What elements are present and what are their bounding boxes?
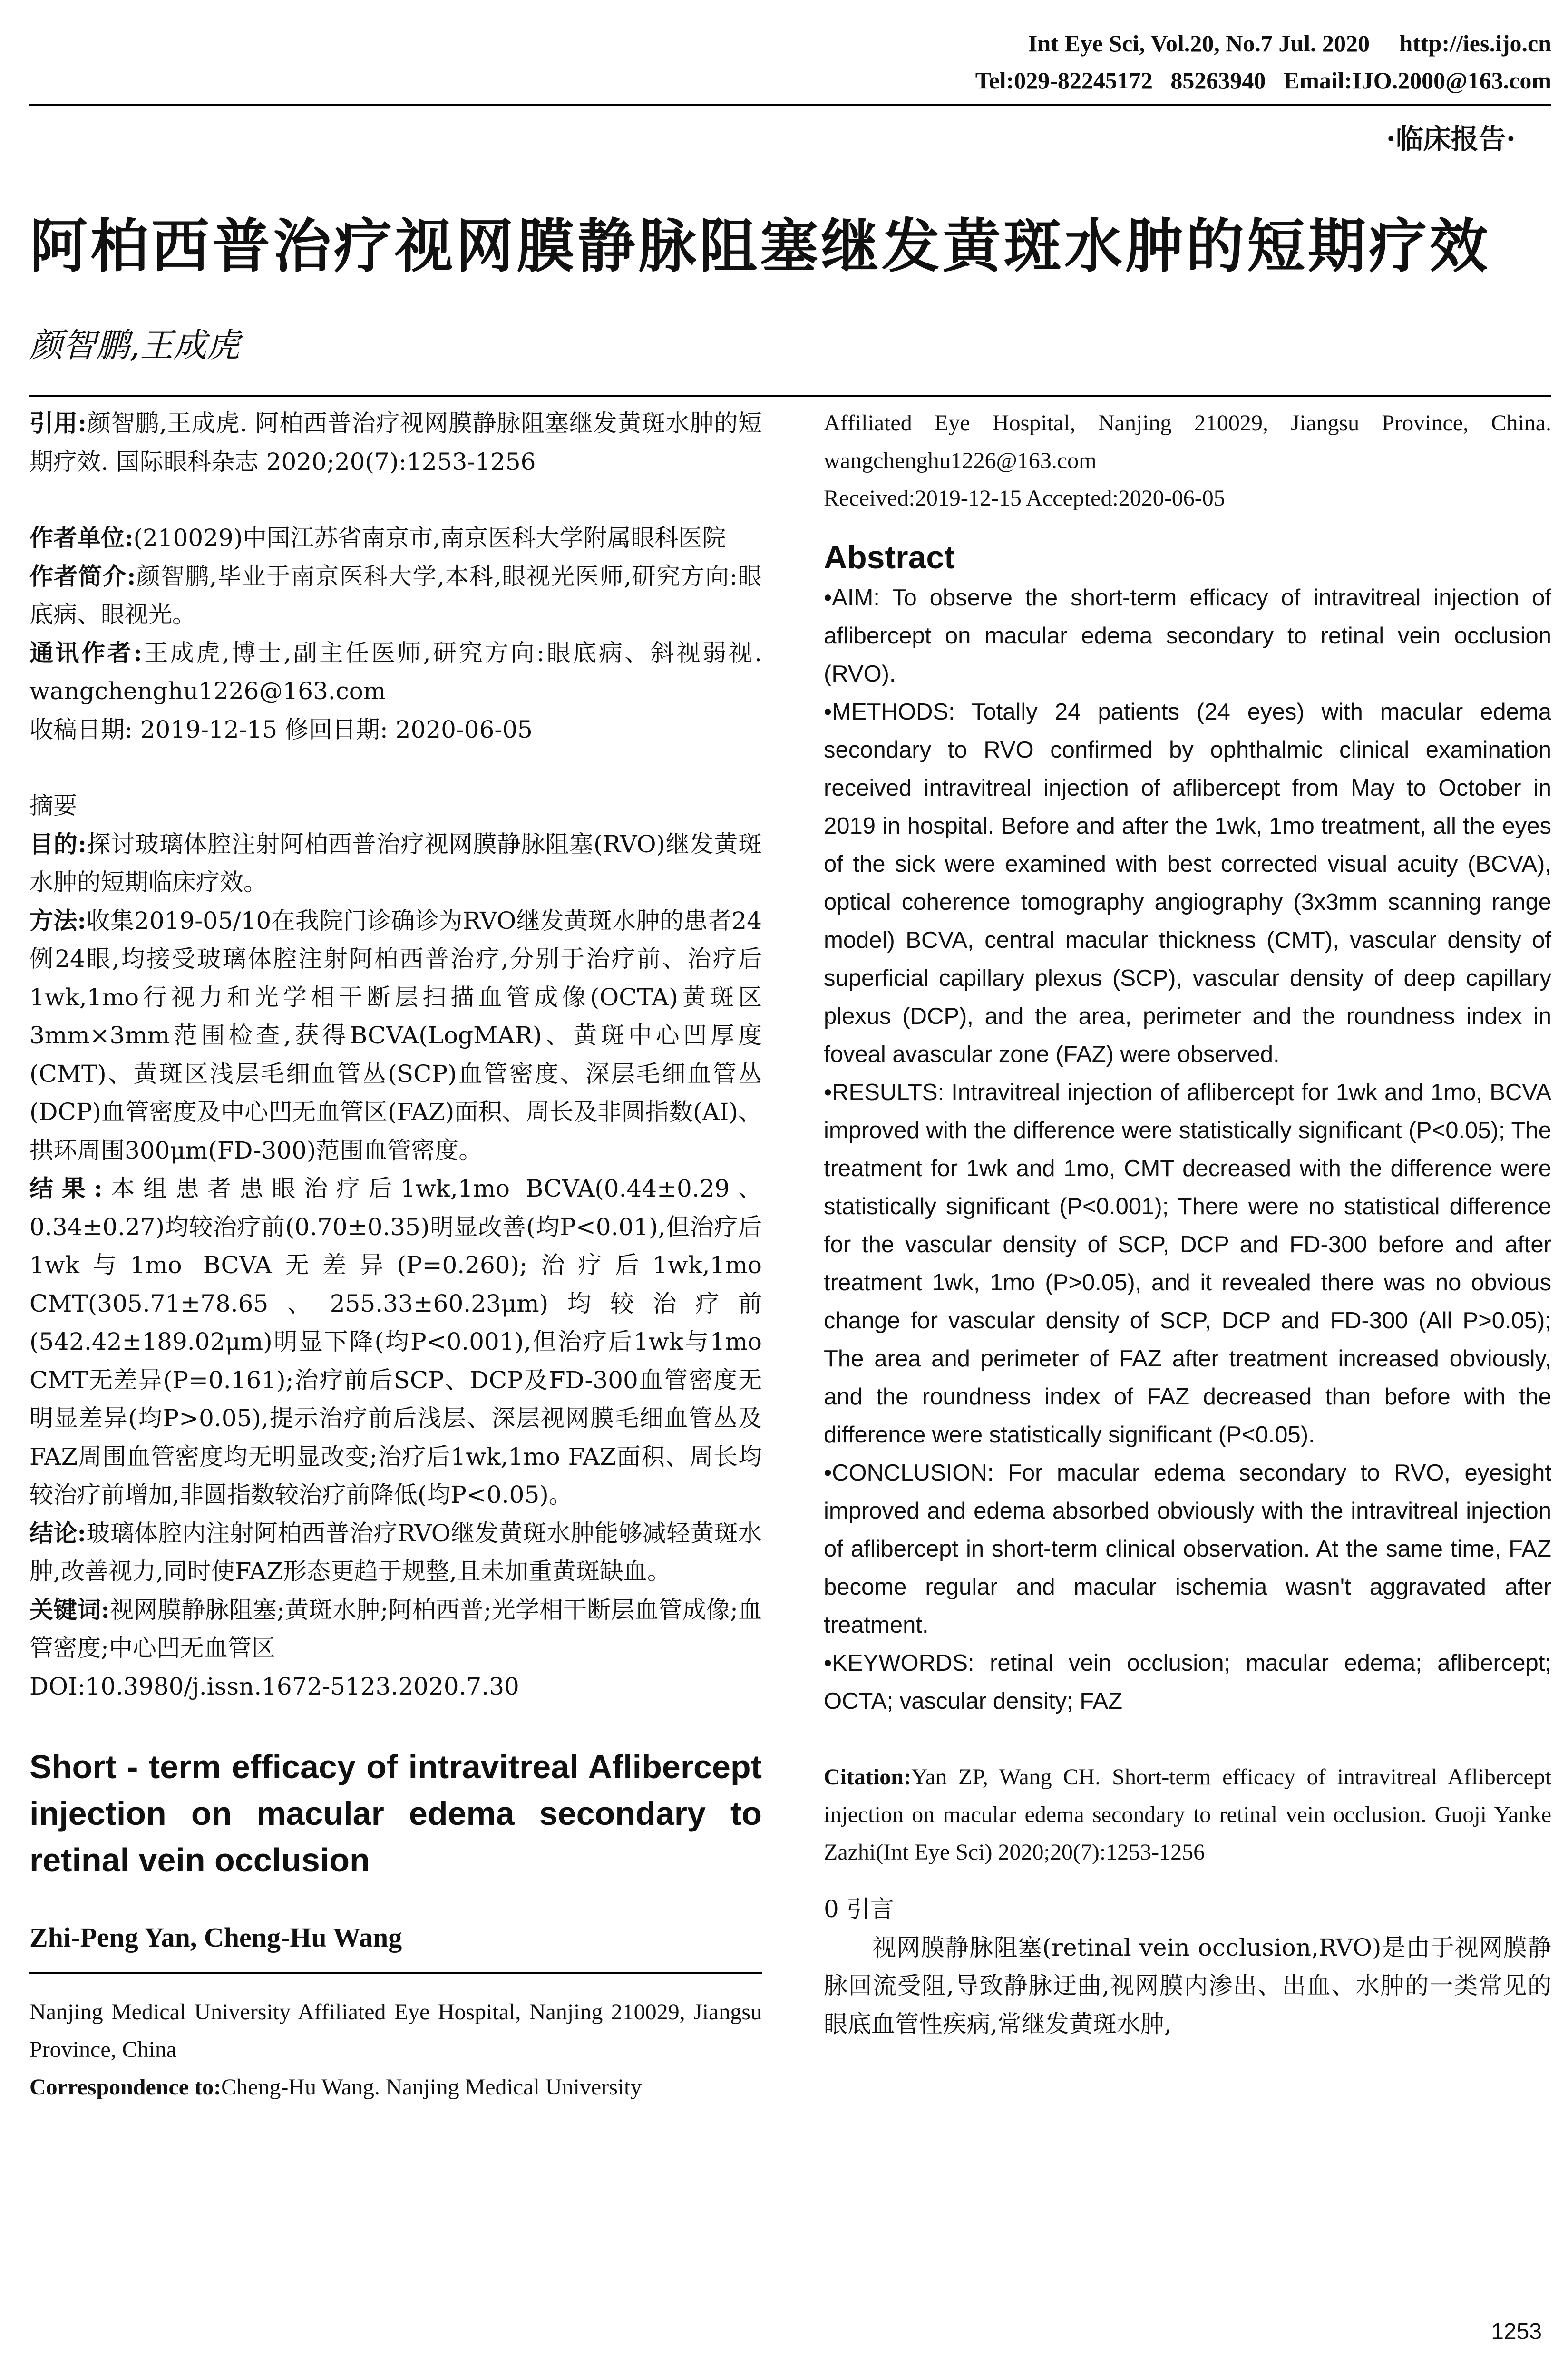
keywords-en: •KEYWORDS: retinal vein occlusion; macular edema; aflibercept; OCTA; vascular density; FAZ	[824, 1650, 1551, 1714]
citation-text: 颜智鹏,王成虎. 阿柏西普治疗视网膜静脉阻塞继发黄斑水肿的短期疗效. 国际眼科杂志 2020;20(7):1253-1256	[29, 409, 762, 476]
right-column	[824, 404, 1551, 2043]
received-accepted: Received:2019-12-15 Accepted:2020-06-05	[824, 486, 1225, 511]
citation-en	[824, 1758, 1551, 1871]
methods-zh	[29, 902, 762, 1170]
author-bio	[29, 557, 762, 634]
correspondence-label: Correspondence to:	[29, 2075, 222, 2100]
unit-text: (210029)中国江苏省南京市,南京医科大学附属眼科医院	[133, 524, 726, 552]
dates-zh: 收稿日期: 2019-12-15 修回日期: 2020-06-05	[29, 715, 533, 743]
aim-en: •AIM: To observe the short-term efficacy of intravitreal injection of aflibercept on macular edema secondary to retinal vein occlusion (RVO).	[824, 585, 1551, 687]
results-label: 结果:	[29, 1174, 103, 1202]
bio-text: 颜智鹏,毕业于南京医科大学,本科,眼视光医师,研究方向:眼底病、眼视光。	[29, 562, 762, 628]
section-tag: ·临床报告·	[1386, 123, 1516, 155]
article-title-en: Short - term efficacy of intravitreal Aflibercept injection on macular edema secondary to retinal vein occlusion	[29, 1748, 762, 1879]
conclusion-text: 玻璃体腔内注射阿柏西普治疗RVO继发黄斑水肿能够减轻黄斑水肿,改善视力,同时使FAZ形态更趋于规整,且未加重黄斑缺血。	[29, 1519, 762, 1585]
correspondence-en	[29, 2068, 762, 2106]
abstract-head-en: Abstract	[824, 539, 955, 575]
title-rule	[29, 395, 1551, 397]
citation-en-text: Yan ZP, Wang CH. Short-term efficacy of intravitreal Aflibercept injection on macular edema secondary to retinal vein occlusion. Guoji Yanke Zazhi(Int Eye Sci) 2020;20(7):1253-1256	[824, 1764, 1551, 1865]
article-title-zh: 阿柏西普治疗视网膜静脉阻塞继发黄斑水肿的短期疗效	[29, 212, 1490, 280]
aim-text: 探讨玻璃体腔注射阿柏西普治疗视网膜静脉阻塞(RVO)继发黄斑水肿的短期临床疗效。	[29, 830, 762, 896]
authors-zh: 颜智鹏,王成虎	[29, 326, 240, 365]
citation-en-label: Citation:	[824, 1764, 911, 1790]
header-line-2: Tel:029-82245172 85263940 Email:IJO.2000@163.com	[975, 67, 1551, 94]
keywords-zh	[29, 1591, 762, 1667]
doi: DOI:10.3980/j.issn.1672-5123.2020.7.30	[29, 1672, 519, 1700]
aim-label: 目的:	[29, 829, 87, 858]
author-unit	[29, 519, 762, 557]
methods-text: 收集2019-05/10在我院门诊确诊为RVO继发黄斑水肿的患者24例24眼,均接受玻璃体腔注射阿柏西普治疗,分别于治疗前、治疗后1wk,1mo行视力和光学相干断层扫描血管成像(OCTA)黄斑区3mm×3mm范围检查,获得BCVA(LogMAR)、黄斑中心凹厚度(CMT)、黄斑区浅层毛细血管丛(SCP)血管密度、深层毛细血管丛(DCP)血管密度及中心凹无血管区(FAZ)面积、周长及非圆指数(AI)、拱环周围300μm(FD-300)范围血管密度。	[29, 906, 762, 1164]
conclusion-zh	[29, 1514, 762, 1591]
journal-header	[975, 25, 1551, 99]
affiliation-en: Nanjing Medical University Affiliated Eye Hospital, Nanjing 210029, Jiangsu Province, China	[29, 1999, 762, 2062]
left-column	[29, 404, 762, 2106]
correspondence-text: Cheng-Hu Wang. Nanjing Medical University	[221, 2075, 642, 2100]
page-number: 1253	[1491, 2319, 1542, 2344]
aim-zh	[29, 825, 762, 902]
header-rule	[29, 104, 1551, 106]
corr-label: 通讯作者:	[29, 638, 142, 667]
methods-label: 方法:	[29, 906, 87, 935]
results-zh	[29, 1169, 762, 1514]
abstract-head-zh: 摘要	[29, 792, 77, 819]
authors-en: Zhi-Peng Yan, Cheng-Hu Wang	[29, 1922, 402, 1953]
intro-head: 0 引言	[824, 1895, 894, 1923]
bio-label: 作者简介:	[29, 562, 136, 590]
results-text: 本组患者患眼治疗后1wk,1mo BCVA(0.44±0.29、0.34±0.27)均较治疗前(0.70±0.35)明显改善(均P<0.01),但治疗后1wk与1mo BCVA无差异(P=0.260);治疗后1wk,1mo CMT(305.71±78.65、255.33±60.23μm)均较治疗前(542.42±189.02μm)明显下降(均P<0.001),但治疗后1wk与1mo CMT无差异(P=0.161);治疗前后SCP、DCP及FD-300血管密度无明显差异(均P>0.05),提示治疗前后浅层、深层视网膜毛细血管丛及FAZ周围血管密度均无明显改变;治疗后1wk,1mo FAZ面积、周长均较治疗前增加,非圆指数较治疗前降低(均P<0.05)。	[29, 1175, 762, 1509]
header-line-1: Int Eye Sci, Vol.20, No.7 Jul. 2020 http://ies.ijo.cn	[1028, 30, 1551, 57]
intro-text: 视网膜静脉阻塞(retinal vein occlusion,RVO)是由于视网膜静脉回流受阻,导致静脉迂曲,视网膜内渗出、出血、水肿的一类常见的眼底血管性疾病,常继发黄斑水肿,	[824, 1933, 1551, 2038]
keywords-text: 视网膜静脉阻塞;黄斑水肿;阿柏西普;光学相干断层血管成像;血管密度;中心凹无血管区	[29, 1596, 762, 1662]
conclusion-en: •CONCLUSION: For macular edema secondary to RVO, eyesight improved and edema absorbed obviously with the intravitreal injection of aflibercept in short-term clinical observation. At the same time, FAZ become regular and macular ischemia wasn't aggravated after treatment.	[824, 1460, 1551, 1638]
citation-label: 引用:	[29, 409, 87, 437]
affiliation-continued: Affiliated Eye Hospital, Nanjing 210029, Jiangsu Province, China. wangchenghu1226@163.com	[824, 410, 1551, 473]
conclusion-label: 结论:	[29, 1519, 87, 1547]
keywords-label: 关键词:	[29, 1595, 110, 1624]
corr-text: 王成虎,博士,副主任医师,研究方向:眼底病、斜视弱视. wangchenghu1226@163.com	[29, 639, 762, 705]
citation-zh	[29, 404, 762, 481]
results-en: •RESULTS: Intravitreal injection of aflibercept for 1wk and 1mo, BCVA improved with the difference were statistically significant (P<0.05); The treatment for 1wk and 1mo, CMT decreased with the difference were statistically significant (P<0.001); There were no statistical difference for the vascular density of SCP, DCP and FD-300 before and after treatment 1wk, 1mo (P>0.05), and it revealed there was no obvious change for vascular density of SCP, DCP and FD-300 (All P>0.05); The area and perimeter of FAZ after treatment increased obviously, and the roundness index of FAZ decreased than before with the difference were statistically significant (P<0.05).	[824, 1080, 1551, 1448]
methods-en: •METHODS: Totally 24 patients (24 eyes) with macular edema secondary to RVO confirmed by ophthalmic clinical examination received intravitreal injection of aflibercept from May to October in 2019 in hospital. Before and after the 1wk, 1mo treatment, all the eyes of the sick were examined with best corrected visual acuity (BCVA), optical coherence tomography angiography (3x3mm scanning range model) BCVA, central macular thickness (CMT), vascular density of superficial capillary plexus (SCP), vascular density of deep capillary plexus (DCP), and the area, perimeter and the roundness index in foveal avascular zone (FAZ) were observed.	[824, 699, 1551, 1067]
corresponding-author	[29, 634, 762, 711]
unit-label: 作者单位:	[29, 524, 134, 552]
